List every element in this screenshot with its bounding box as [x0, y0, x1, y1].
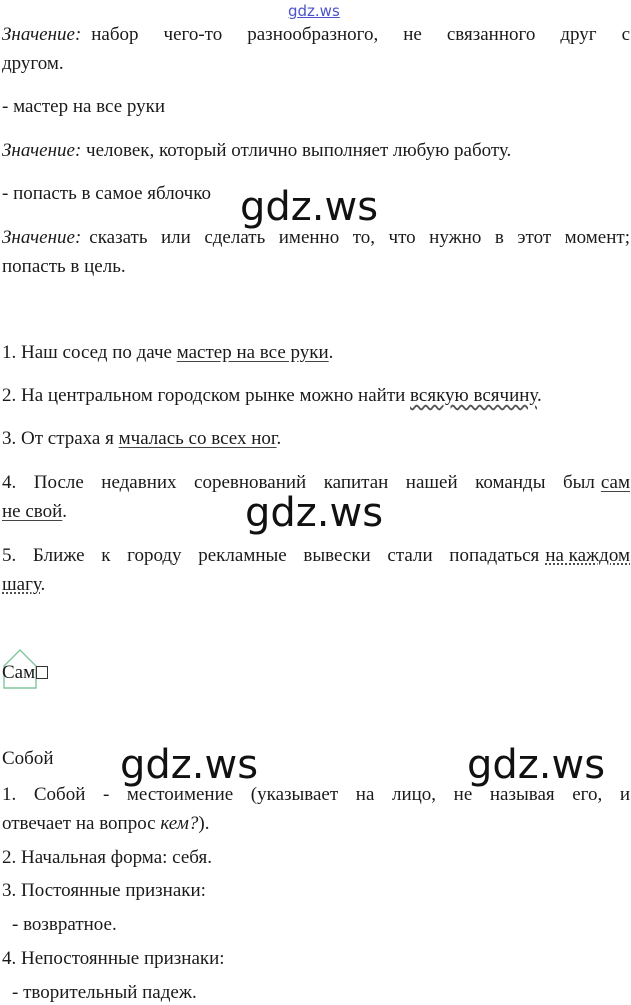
definition-text: набор чего-то разнообразного, не связанного друг с	[91, 24, 630, 45]
idiom-underlined: сам	[600, 472, 630, 493]
section-title: Собой	[2, 748, 54, 769]
idiom-line: - попасть в самое яблочко	[2, 183, 211, 204]
sentence-5-line-2	[2, 574, 45, 596]
definition-label: Значение:	[2, 227, 82, 248]
analysis-point-1-line-2	[2, 813, 209, 835]
idiom-line: - мастер на все руки	[2, 96, 166, 117]
placeholder-box-icon	[36, 666, 48, 679]
sentence-text: 4. После недавних соревнований капитан нашей команды был	[2, 472, 595, 493]
question-word: кем?	[160, 813, 199, 834]
idiom-underlined: мчалась со всех ног	[118, 428, 277, 449]
sentence-3	[2, 428, 281, 450]
definition-label: Значение:	[2, 24, 82, 45]
word-sam-text: Сам	[2, 662, 36, 683]
sentence-4-line-2	[2, 501, 67, 523]
definition-label: Значение:	[2, 140, 82, 161]
definition-1-line-1	[2, 24, 630, 46]
sentence-punct: .	[537, 385, 542, 406]
idiom-underlined: не свой	[2, 501, 63, 522]
watermark: gdz.ws	[240, 184, 379, 230]
watermark-top-link: gdz.ws	[288, 2, 340, 20]
watermark: gdz.ws	[120, 742, 259, 788]
sentence-text: 3. От страха я	[2, 428, 119, 449]
analysis-point-2: 2. Начальная форма: себя.	[2, 847, 212, 868]
analysis-point-1-line-1	[2, 784, 630, 806]
sentence-punct: .	[276, 428, 282, 449]
idiom-underlined: всякую всячину	[410, 385, 538, 406]
sentence-5-line-1	[2, 545, 630, 567]
definition-text: сказать или сделать именно то, что нужно в этот момент;	[89, 227, 630, 248]
definition-1-line-2: другом.	[2, 53, 64, 74]
analysis-point-3-item: - возвратное.	[12, 914, 117, 935]
sentence-text: 1. Наш сосед по даче	[2, 342, 177, 363]
analysis-text: 1. Собой - местоимение (указывает на лицо, не называя его, и	[2, 784, 630, 805]
watermark: gdz.ws	[245, 490, 384, 536]
analysis-text: отвечает на вопрос	[2, 813, 161, 834]
sentence-text: 5. Ближе к городу рекламные вывески стали попадаться	[2, 545, 540, 566]
idiom-underlined: шагу	[2, 574, 41, 595]
sentence-punct: .	[40, 574, 46, 595]
definition-2-line	[2, 140, 511, 162]
idiom-underlined: на каждом	[545, 545, 630, 566]
sentence-text: 2. На центральном городском рынке можно найти	[2, 385, 411, 406]
sentence-punct: .	[62, 501, 68, 522]
watermark: gdz.ws	[467, 742, 606, 788]
sentence-1	[2, 342, 333, 364]
analysis-point-4: 4. Непостоянные признаки:	[2, 948, 225, 969]
definition-3-line-2: попасть в цель.	[2, 256, 126, 277]
analysis-punct: ).	[198, 813, 210, 834]
word-sam	[2, 662, 48, 684]
definition-text: человек, который отлично выполняет любую работу.	[86, 140, 512, 161]
idiom-underlined: мастер на все руки	[176, 342, 329, 363]
analysis-point-3: 3. Постоянные признаки:	[2, 880, 206, 901]
analysis-point-4-item: - творительный падеж.	[12, 982, 197, 1003]
definition-3-line-1	[2, 227, 630, 249]
sentence-2	[2, 385, 542, 407]
sentence-punct: .	[328, 342, 334, 363]
